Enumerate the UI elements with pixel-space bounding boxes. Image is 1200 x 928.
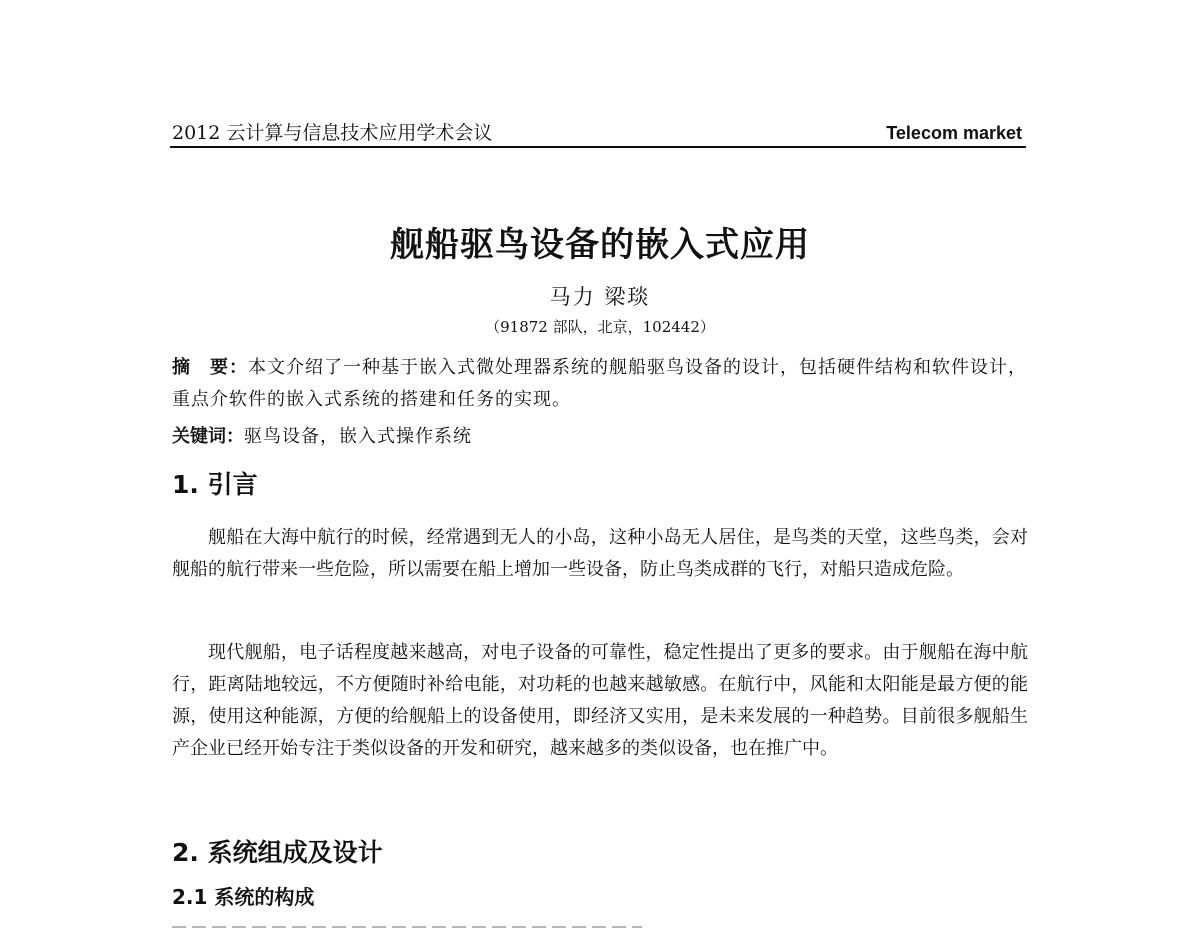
paper-authors: 马力 梁琰 — [549, 285, 651, 309]
keywords-text: 驱鸟设备，嵌入式操作系统 — [244, 426, 472, 447]
running-header-conference: 2012 云计算与信息技术应用学术会议 — [172, 122, 493, 144]
keywords — [172, 423, 1028, 451]
abstract-label: 摘 要： — [172, 357, 248, 378]
abstract-text: 本文介绍了一种基于嵌入式微处理器系统的舰船驱鸟设备的设计，包括硬件结构和软件设计，重点介软件的嵌入式系统的搭建和任务的实现。 — [172, 357, 1027, 410]
abstract — [172, 352, 1028, 416]
paper-affiliation: （91872 部队，北京，102442） — [485, 318, 715, 336]
running-header-journal: Telecom market — [886, 123, 1022, 143]
section-heading-introduction: 1. 引言 — [172, 470, 258, 499]
keywords-label: 关键词： — [172, 426, 244, 447]
introduction-paragraph-2: 现代舰船，电子话程度越来越高，对电子设备的可靠性，稳定性提出了更多的要求。由于舰船在海中航行，距离陆地较远，不方便随时补给电能，对功耗的也越来越敏感。在航行中，风能和太阳能是最方便的能源，使用这种能源，方便的给舰船上的设备使用，即经济又实用，是未来发展的一种趋势。目前很多舰船生产企业已经开始专注于类似设备的开发和研究，越来越多的类似设备，也在推广中。 — [172, 642, 1028, 759]
cut-off-text-line — [172, 918, 642, 928]
subsection-heading-system-composition: 2.1 系统的构成 — [172, 885, 315, 909]
paper-title: 舰船驱鸟设备的嵌入式应用 — [390, 225, 810, 265]
header-divider — [170, 146, 1026, 148]
section-heading-system-design: 2. 系统组成及设计 — [172, 838, 383, 867]
introduction-paragraph-1: 舰船在大海中航行的时候，经常遇到无人的小岛，这种小岛无人居住，是鸟类的天堂，这些鸟类，会对舰船的航行带来一些危险，所以需要在船上增加一些设备，防止鸟类成群的飞行，对船只造成危险。 — [172, 527, 1028, 580]
